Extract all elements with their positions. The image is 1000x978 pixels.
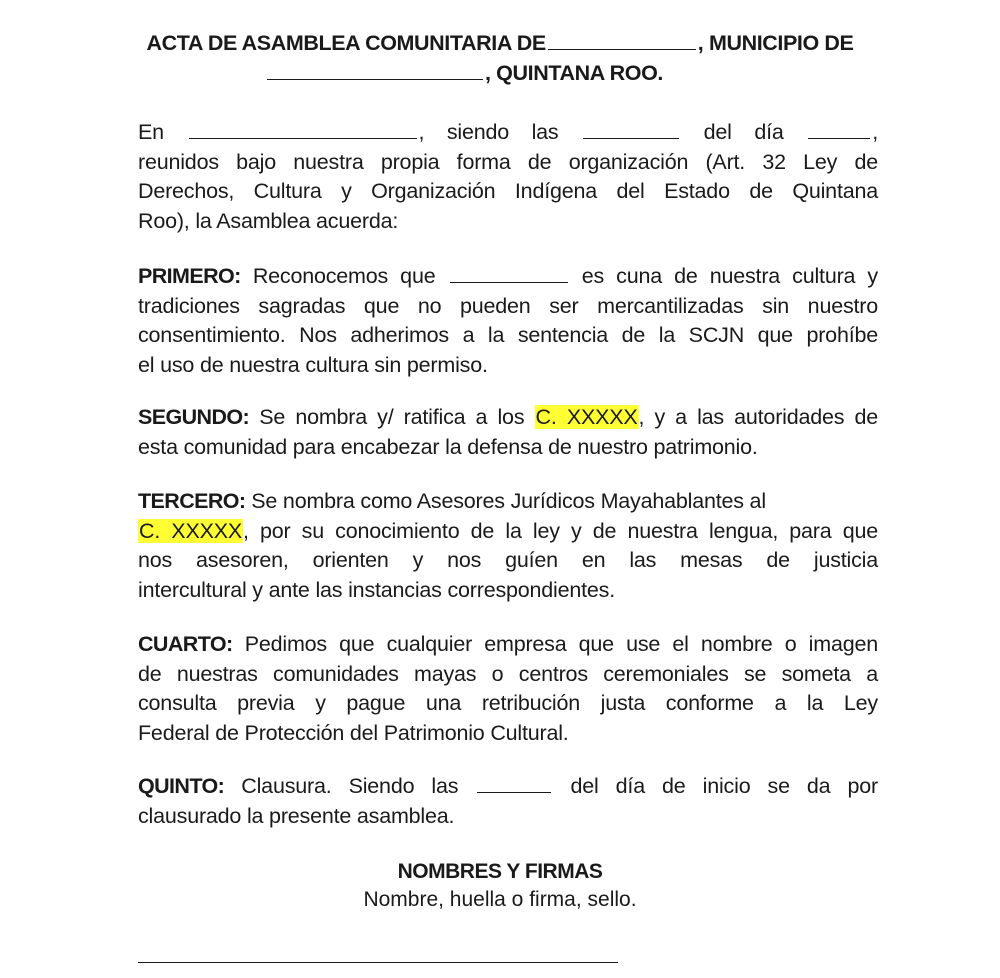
primero-text-a: Reconocemos que xyxy=(252,264,436,288)
quinto-line-1 xyxy=(138,772,878,802)
closing-time-blank xyxy=(477,776,551,793)
place-blank xyxy=(189,122,417,139)
cuarto-label: CUARTO: xyxy=(138,632,233,656)
clause-quinto xyxy=(138,772,878,831)
intro-line-4: Roo), la Asamblea acuerda: xyxy=(138,208,399,233)
segundo-highlight-name: C. XXXXX xyxy=(535,405,638,429)
segundo-text-a: Se nombra y/ ratifica a los xyxy=(259,405,525,429)
community-name-blank xyxy=(548,33,696,50)
intro-siendo: , siendo las xyxy=(418,120,559,144)
intro-del-dia: del día xyxy=(703,120,784,144)
intro-line-2: reunidos bajo nuestra propia forma de organización (Art. 32 Ley de xyxy=(138,149,878,174)
title-state: , QUINTANA ROO. xyxy=(485,61,663,85)
primero-line-1 xyxy=(138,262,878,292)
quinto-label: QUINTO: xyxy=(138,774,225,798)
segundo-line-2: esta comunidad para encabezar la defensa de nuestro patrimonio. xyxy=(138,434,758,459)
document-title-line-1 xyxy=(0,31,1000,56)
clause-cuarto xyxy=(138,630,878,748)
cuarto-line-4: Federal de Protección del Patrimonio Cultural. xyxy=(138,720,569,745)
intro-line-3: Derechos, Cultura y Organización Indígena del Estado de Quintana xyxy=(138,179,878,203)
segundo-label: SEGUNDO: xyxy=(138,405,250,429)
title-municipio: , MUNICIPIO DE xyxy=(697,31,854,55)
time-blank xyxy=(583,122,679,139)
tercero-line-4: intercultural y ante las instancias correspondientes. xyxy=(138,577,615,602)
tercero-highlight-name: C. XXXXX xyxy=(139,518,243,543)
intro-line-1 xyxy=(138,118,878,148)
cuarto-line-2: de nuestras comunidades mayas o centros ceremoniales se someta a xyxy=(138,661,878,686)
day-blank xyxy=(808,122,870,139)
tercero-line-3: nos asesoren, orienten y nos guíen en las mesas de justicia xyxy=(138,548,878,572)
document-title-line-2 xyxy=(0,61,964,86)
tercero-line-1 xyxy=(138,487,878,517)
intro-paragraph xyxy=(138,118,878,236)
primero-line-2: tradiciones sagradas que no pueden ser mercantilizadas sin nuestro xyxy=(138,293,878,318)
signature-line xyxy=(138,962,618,963)
tercero-text-a: Se nombra como Asesores Jurídicos Mayahablantes al xyxy=(251,489,766,513)
quinto-line-2: clausurado la presente asamblea. xyxy=(138,803,455,828)
heritage-site-blank xyxy=(450,266,568,283)
tercero-label: TERCERO: xyxy=(138,489,246,513)
quinto-text-b: del día de inicio se da por xyxy=(570,774,878,798)
cuarto-line-1 xyxy=(138,630,878,660)
segundo-text-b: , y a las autoridades de xyxy=(638,405,878,429)
cuarto-line-3: consulta previa y pague una retribución justa conforme a la Ley xyxy=(138,691,878,715)
primero-line-3: consentimiento. Nos adherimos a la sentencia de la SCJN que prohíbe xyxy=(138,323,878,347)
clause-segundo xyxy=(138,403,878,462)
intro-en: En xyxy=(138,120,164,144)
clause-primero xyxy=(138,262,878,380)
tercero-text-b: , por su conocimiento de la ley y de nuestra lengua, para que xyxy=(243,518,879,543)
clause-tercero xyxy=(138,487,878,605)
primero-line-4: el uso de nuestra cultura sin permiso. xyxy=(138,352,488,377)
signatures-subheading: Nombre, huella o firma, sello. xyxy=(363,888,637,911)
intro-comma: , xyxy=(872,120,879,144)
primero-label: PRIMERO: xyxy=(138,264,241,288)
title-prefix: ACTA DE ASAMBLEA COMUNITARIA DE xyxy=(146,31,546,55)
cuarto-text-a: Pedimos que cualquier empresa que use el nombre o imagen xyxy=(244,632,878,656)
primero-text-b: es cuna de nuestra cultura y xyxy=(581,264,878,288)
signatures-heading: NOMBRES Y FIRMAS xyxy=(397,860,603,883)
segundo-line-1 xyxy=(138,403,878,433)
municipio-name-blank xyxy=(267,63,483,80)
tercero-line-2 xyxy=(138,517,878,547)
quinto-text-a: Clausura. Siendo las xyxy=(241,774,459,798)
